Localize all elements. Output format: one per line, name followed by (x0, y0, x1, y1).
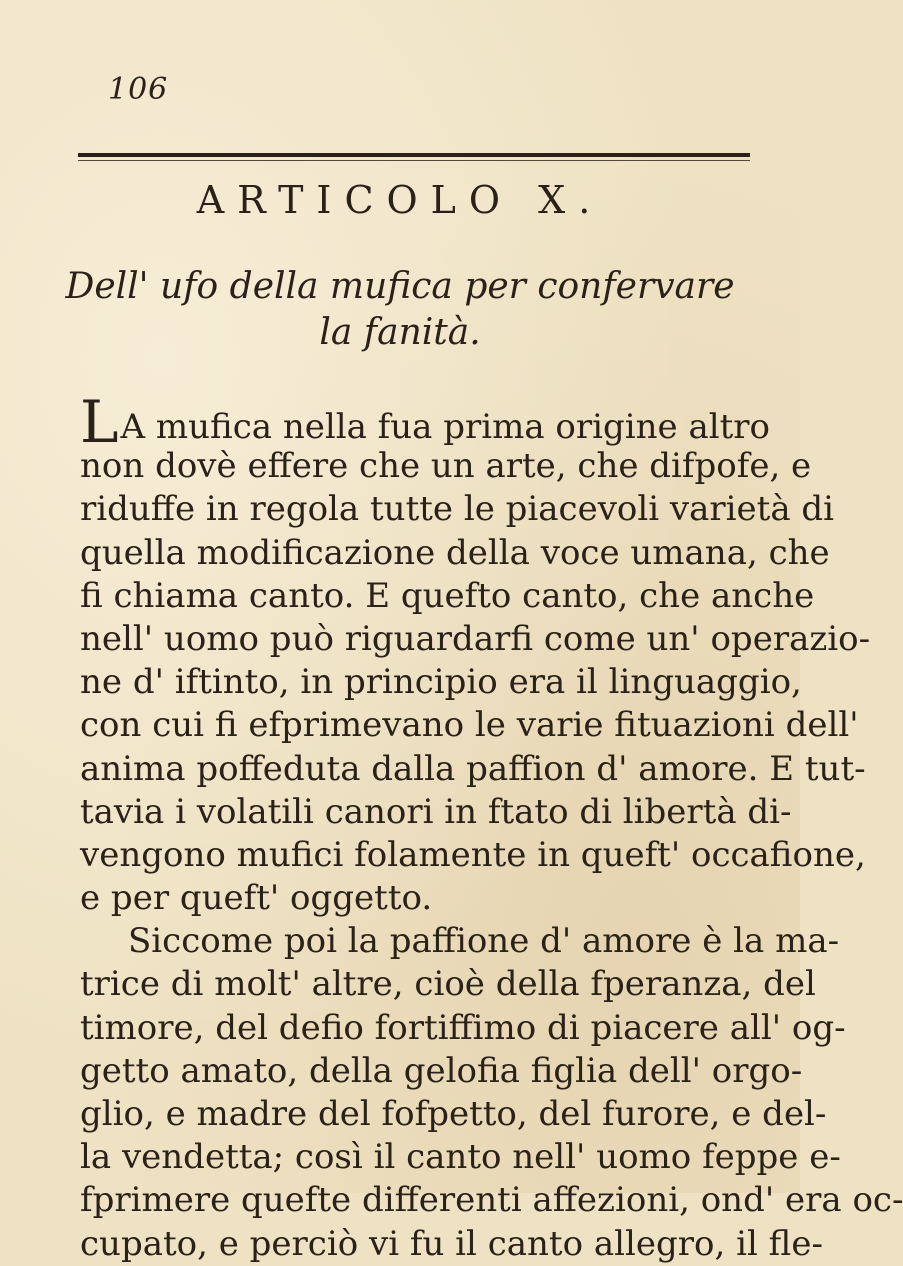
text-line: getto amato, della gelofia figlia dell' orgo- (80, 1050, 803, 1091)
subtitle-line-2: la fanità. (319, 312, 481, 353)
text-line: e per queft' oggetto. (80, 878, 433, 919)
text-line: glio, e madre del fofpetto, del furore, e del- (80, 1094, 827, 1134)
subtitle-line-1: Dell' ufo della mufica per confervare (65, 266, 735, 307)
text-line-1 (80, 388, 771, 456)
text-line: anima poffeduta dalla paffion d' amore. E tut- (80, 748, 866, 789)
header-rule-thin (78, 160, 750, 161)
text-line: timore, del defio fortiffimo di piacere all' og- (80, 1007, 846, 1048)
page-number: 106 (108, 72, 169, 107)
article-heading: ARTICOLO X. (196, 178, 604, 222)
text-line: Siccome poi la paffione d' amore è la ma- (128, 921, 840, 962)
text-line: fi chiama canto. E quefto canto, che anche (80, 575, 815, 616)
text-line: nell' uomo può riguardarfi come un' operazio- (80, 618, 871, 659)
text-line: vengono mufici folamente in queft' occafione, (80, 834, 866, 875)
header-rule-thick (78, 153, 750, 157)
body-text (80, 388, 903, 1266)
drop-cap: L (80, 388, 119, 456)
text-line: ne d' iftinto, in principio era il linguaggio, (80, 662, 802, 703)
text-line: con cui fi efprimevano le varie fituazioni dell' (80, 705, 859, 746)
text-line: tavia i volatili canori in ftato di libertà di- (80, 791, 792, 832)
text-line: riduffe in regola tutte le piacevoli varietà di (80, 489, 835, 530)
text-line: la vendetta; così il canto nell' uomo feppe e- (80, 1137, 841, 1178)
text-line: quella modificazione della voce umana, che (80, 532, 830, 573)
text-line: cupato, e perciò vi fu il canto allegro, il fle- (80, 1223, 823, 1264)
text-line: fprimere quefte differenti affezioni, ond' era oc- (80, 1180, 903, 1221)
text-line: trice di molt' altre, cioè della fperanza, del (80, 964, 816, 1005)
text-line-1-content: A mufica nella fua prima origine altro (120, 407, 771, 447)
text-line: non dovè effere che un arte, che difpofe, e (80, 446, 812, 487)
